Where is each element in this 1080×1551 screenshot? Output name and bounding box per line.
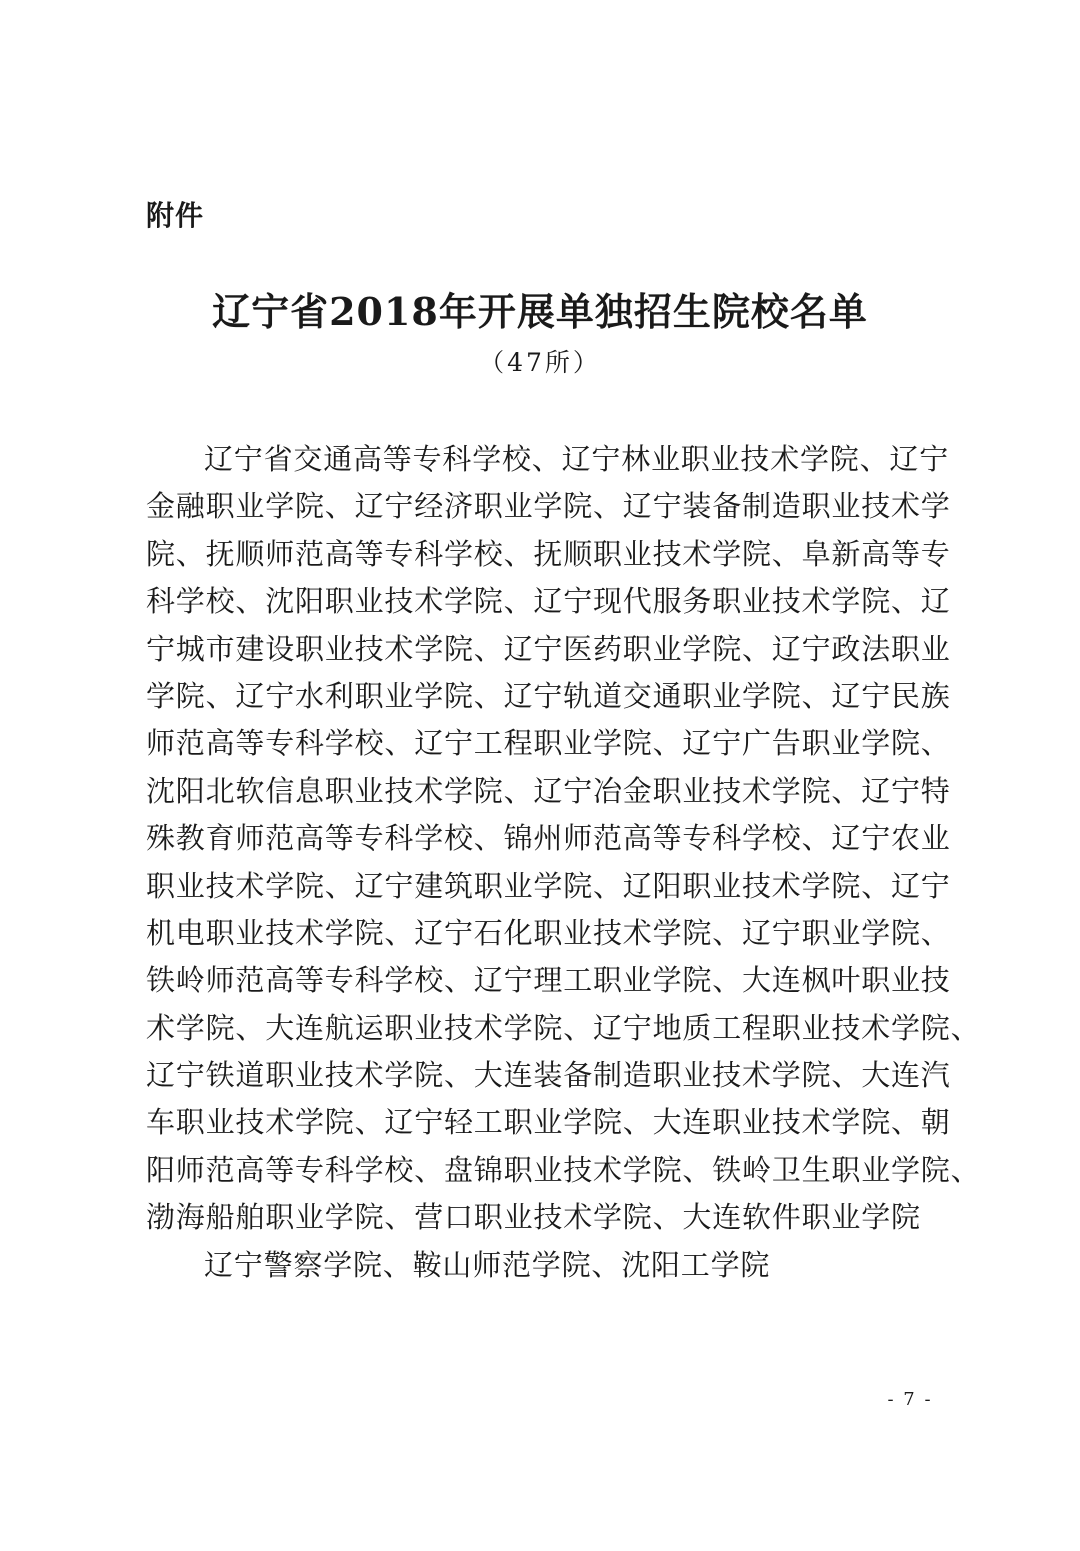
body-line: 宁城市建设职业技术学院、辽宁医药职业学院、辽宁政法职业 [146,631,951,666]
body-line: 阳师范高等专科学校、盘锦职业技术学院、铁岭卫生职业学院、 [146,1152,981,1187]
body-line: 辽宁警察学院、鞍山师范学院、沈阳工学院 [204,1247,771,1282]
body-line: 科学校、沈阳职业技术学院、辽宁现代服务职业技术学院、辽 [146,584,951,619]
body-line: 机电职业技术学院、辽宁石化职业技术学院、辽宁职业学院、 [146,915,951,950]
page-number: - 7 - [887,1389,933,1410]
body-line: 职业技术学院、辽宁建筑职业学院、辽阳职业技术学院、辽宁 [146,868,951,903]
body-line: 渤海船舶职业学院、营口职业技术学院、大连软件职业学院 [146,1200,921,1235]
school-list-paragraph-1 [146,436,981,1242]
document-subtitle: （47所） [479,348,601,377]
attachment-label: 附件 [146,199,205,232]
body-line: 师范高等专科学校、辽宁工程职业学院、辽宁广告职业学院、 [146,726,951,761]
body-line: 殊教育师范高等专科学校、锦州师范高等专科学校、辽宁农业 [146,821,951,856]
school-list-body [146,436,981,1289]
body-line: 沈阳北软信息职业技术学院、辽宁冶金职业技术学院、辽宁特 [146,773,951,808]
body-line: 术学院、大连航运职业技术学院、辽宁地质工程职业技术学院、 [146,1010,981,1045]
body-line: 车职业技术学院、辽宁轻工职业学院、大连职业技术学院、朝 [146,1105,951,1140]
body-line: 辽宁省交通高等专科学校、辽宁林业职业技术学院、辽宁 [204,442,950,476]
body-line: 院、抚顺师范高等专科学校、抚顺职业技术学院、阜新高等专 [146,536,951,571]
school-list-paragraph-2 [146,1242,946,1289]
document-title: 辽宁省2018年开展单独招生院校名单 [212,289,868,334]
body-line: 学院、辽宁水利职业学院、辽宁轨道交通职业学院、辽宁民族 [146,678,951,713]
body-line: 金融职业学院、辽宁经济职业学院、辽宁装备制造职业技术学 [146,489,951,524]
body-line: 辽宁铁道职业技术学院、大连装备制造职业技术学院、大连汽 [146,1058,951,1093]
body-line: 铁岭师范高等专科学校、辽宁理工职业学院、大连枫叶职业技 [146,963,951,998]
